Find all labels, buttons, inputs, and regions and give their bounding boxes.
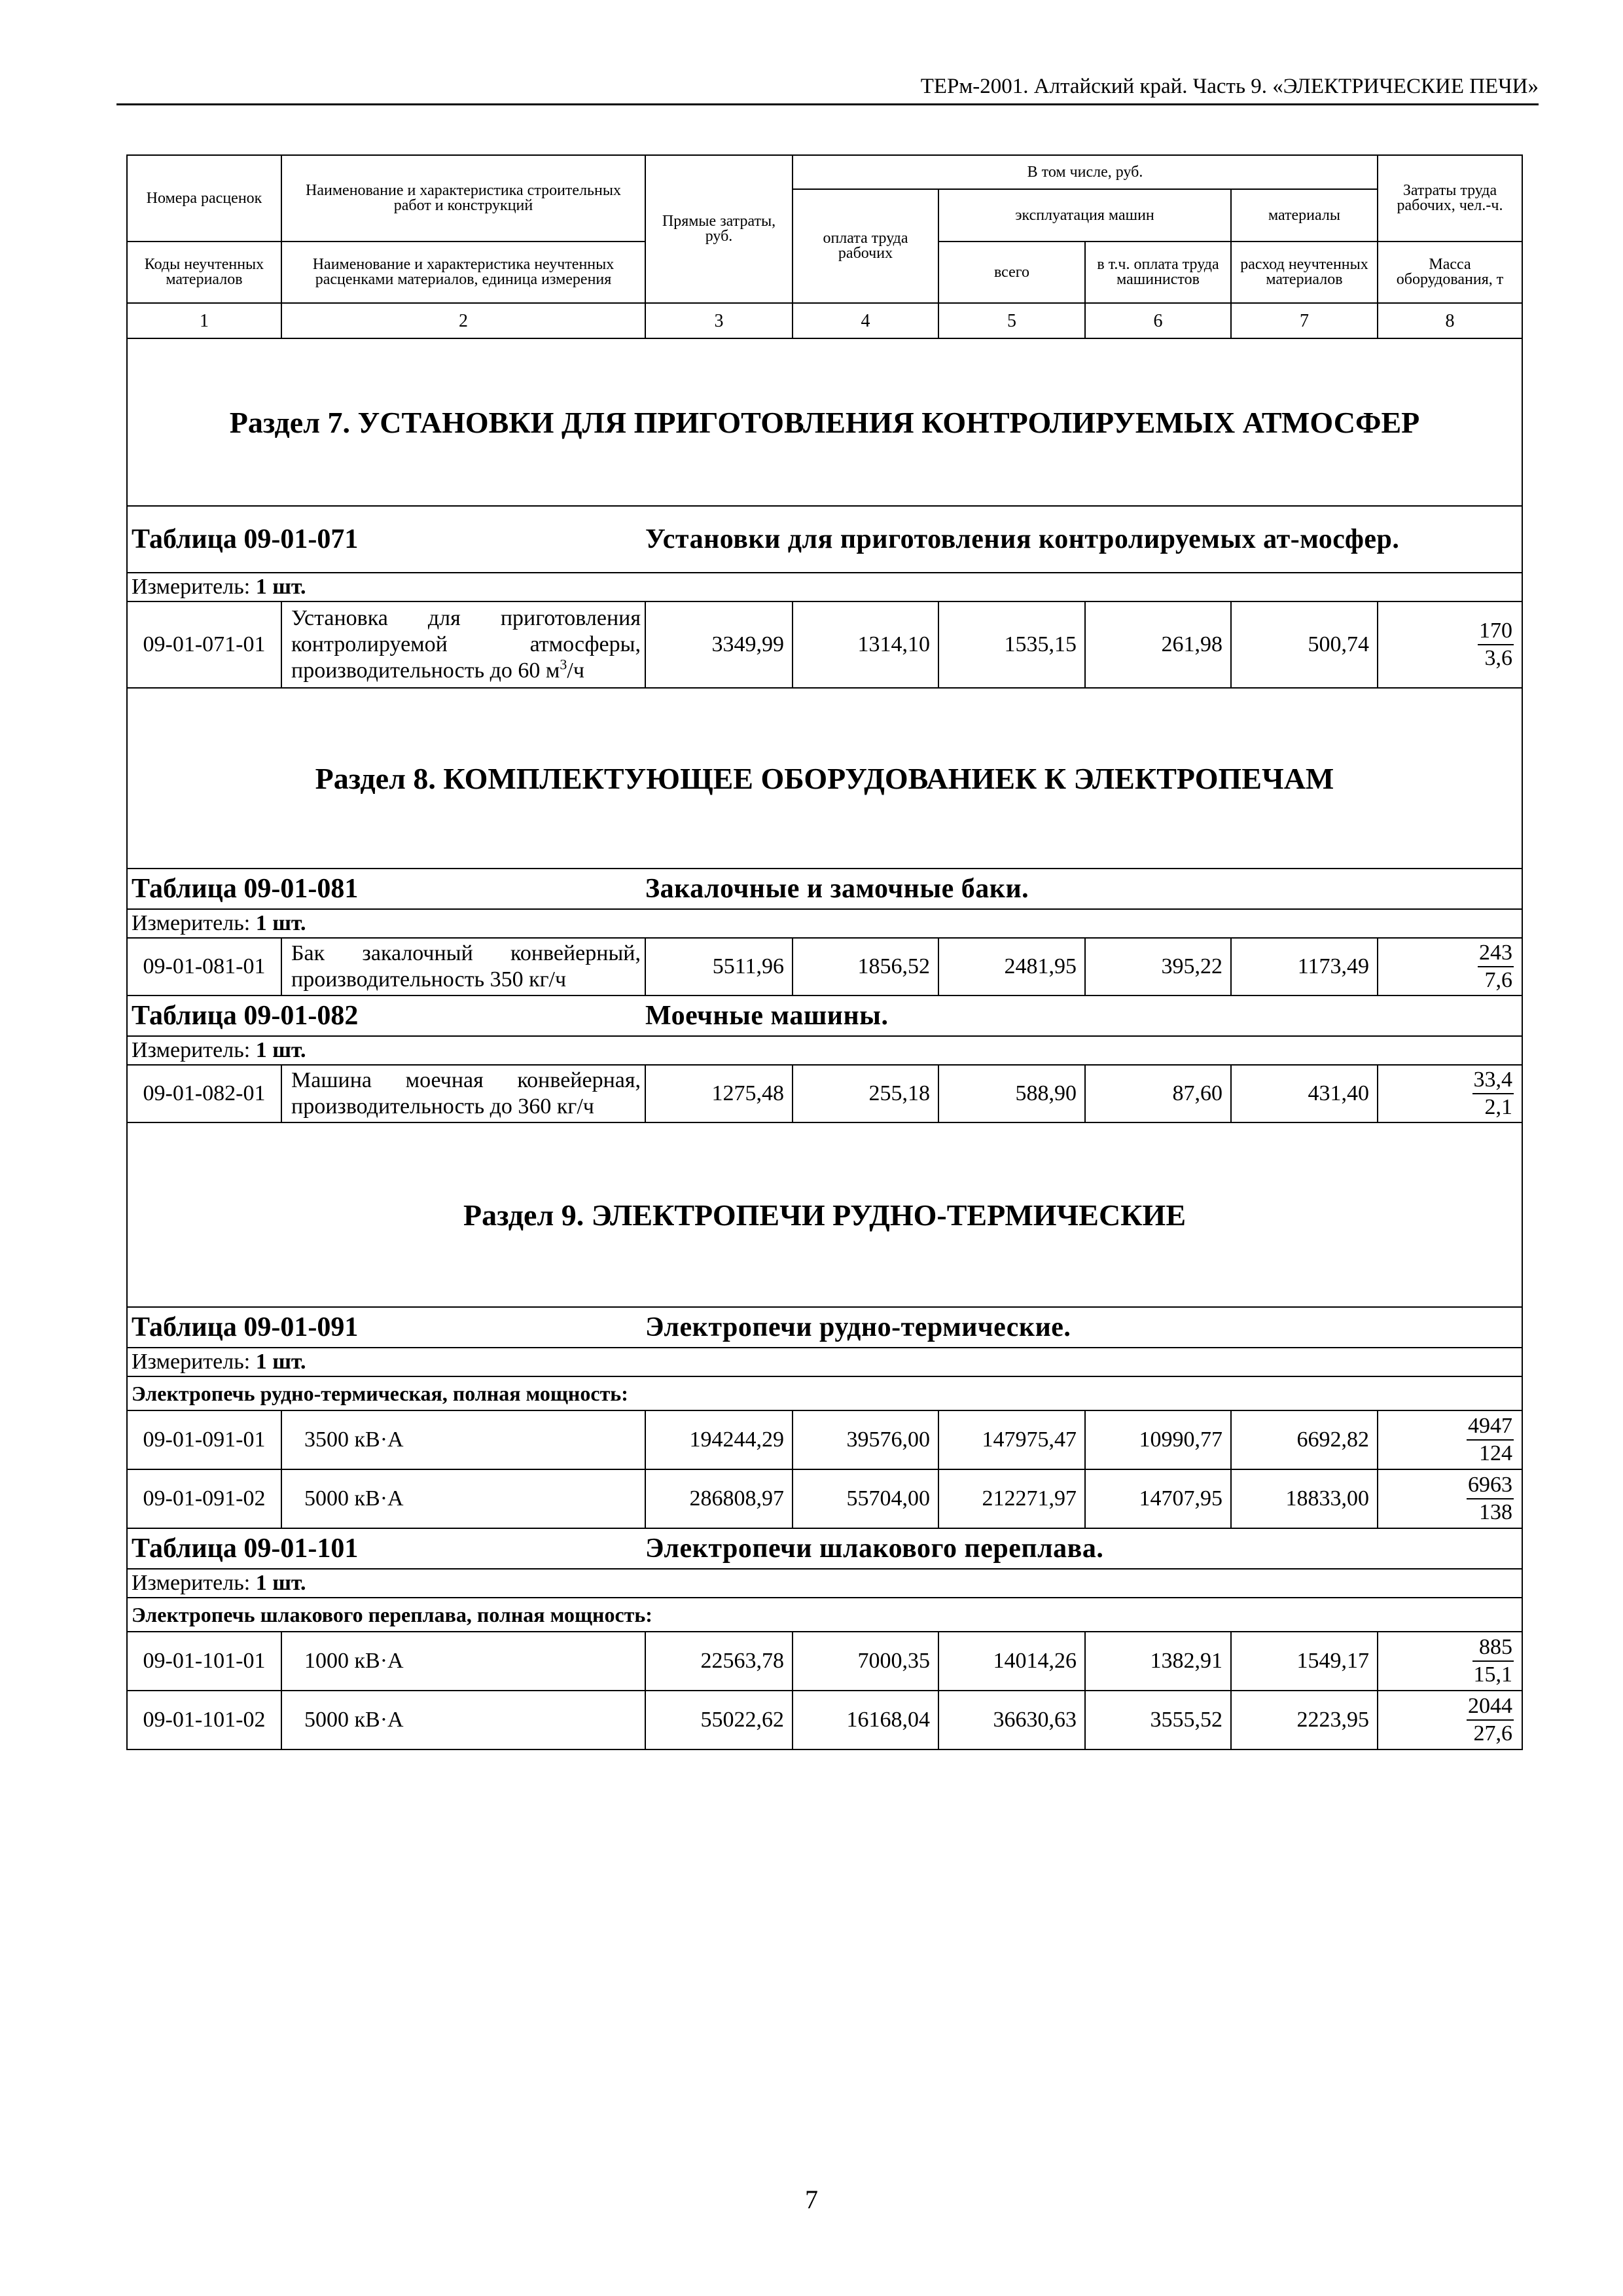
table-number: Таблица 09-01-091 [132,1312,359,1342]
direct-costs: 55022,62 [645,1691,793,1749]
page-number: 7 [805,2185,818,2214]
rate-code: 09-01-082-01 [127,1065,281,1122]
materials: 1549,17 [1231,1632,1378,1691]
direct-costs: 194244,29 [645,1410,793,1469]
direct-costs: 3349,99 [645,601,793,688]
machine-ops: 588,90 [938,1065,1085,1122]
rate-description: Машина моечная конвейерная, производительность до 360 кг/ч [281,1065,645,1122]
rate-description: 5000 кВ·А [281,1469,645,1528]
unit-value: 1 шт. [255,1038,306,1062]
materials: 1173,49 [1231,938,1378,996]
col-header-machine-ops: эксплуатация машин [938,189,1231,242]
section-title: Раздел 7. УСТАНОВКИ ДЛЯ ПРИГОТОВЛЕНИЯ КОНТРОЛИРУЕМЫХ АТМОСФЕР [127,338,1522,506]
labor-hours-mass [1378,1469,1522,1528]
table-title-row [127,996,1522,1036]
col-header-unaccounted-materials: расход неучтенных материалов [1231,242,1378,303]
rate-desc-sup: 3 [560,656,567,673]
labor-hours-mass [1378,1065,1522,1122]
table-title-row [127,1307,1522,1348]
labor-hours-mass [1378,1632,1522,1691]
rate-code: 09-01-091-01 [127,1410,281,1469]
sub-caption-row [127,1376,1522,1410]
direct-costs: 286808,97 [645,1469,793,1528]
unit-row [127,1348,1522,1376]
col-number: 1 [127,303,281,338]
materials: 18833,00 [1231,1469,1378,1528]
machinist-pay: 1382,91 [1085,1632,1231,1691]
table-title: Закалочные и замочные баки. [645,874,1029,904]
unit-label: Измеритель: [132,575,251,599]
unit-label: Измеритель: [132,1038,251,1062]
labor-hours-mass [1378,1410,1522,1469]
rate-code: 09-01-091-02 [127,1469,281,1528]
labor-pay: 16168,04 [793,1691,938,1749]
col-header-labor-pay: оплата труда рабочих [793,189,938,303]
rate-code: 09-01-071-01 [127,601,281,688]
running-header: ТЕРм-2001. Алтайский край. Часть 9. «ЭЛЕКТРИЧЕСКИЕ ПЕЧИ» [116,73,1539,105]
col-header-rate-numbers: Номера расценок [127,155,281,242]
table-number: Таблица 09-01-071 [132,524,359,554]
unit-label: Измеритель: [132,1350,251,1374]
sub-caption: Электропечь шлакового переплава, полная мощность: [127,1598,1522,1632]
labor-pay: 1856,52 [793,938,938,996]
col-header-machine-total: всего [938,242,1085,303]
table-number: Таблица 09-01-081 [132,874,359,904]
rate-code: 09-01-101-01 [127,1632,281,1691]
table-title: Электропечи рудно-термические. [645,1312,1071,1342]
unit-row [127,909,1522,938]
equipment-mass: 138 [1479,1500,1512,1524]
rate-desc-text: Установка для приготовления контролируемой атмосферы, производительность до 60 м [291,606,641,683]
col-number: 2 [281,303,645,338]
machine-ops: 14014,26 [938,1632,1085,1691]
table-title: Установки для приготовления контролируемых ат-мосфер. [645,524,1400,554]
sub-caption-row [127,1598,1522,1632]
col-header-direct-costs: Прямые затраты, руб. [645,155,793,303]
section-title: Раздел 8. КОМПЛЕКТУЮЩЕЕ ОБОРУДОВАНИЕК К ЭЛЕКТРОПЕЧАМ [127,688,1522,869]
equipment-mass: 3,6 [1484,646,1512,670]
col-header-group: В том числе, руб. [793,155,1378,189]
rate-code: 09-01-101-02 [127,1691,281,1749]
equipment-mass: 124 [1479,1441,1512,1465]
col-number: 5 [938,303,1085,338]
table-number: Таблица 09-01-101 [132,1534,359,1564]
rate-description: 5000 кВ·А [281,1691,645,1749]
col-number: 7 [1231,303,1378,338]
machinist-pay: 3555,52 [1085,1691,1231,1749]
rate-description [281,601,645,688]
section-8-row [127,688,1522,869]
col-header-equipment-mass: Масса оборудования, т [1378,242,1522,303]
direct-costs: 5511,96 [645,938,793,996]
machine-ops: 2481,95 [938,938,1085,996]
section-9-row [127,1122,1522,1307]
column-number-row [127,303,1522,338]
machinist-pay: 10990,77 [1085,1410,1231,1469]
table-title-row [127,506,1522,573]
table-title: Электропечи шлакового переплава. [645,1534,1104,1564]
col-number: 4 [793,303,938,338]
equipment-mass: 7,6 [1484,968,1512,992]
section-7-row [127,338,1522,506]
labor-pay: 7000,35 [793,1632,938,1691]
direct-costs: 1275,48 [645,1065,793,1122]
materials: 500,74 [1231,601,1378,688]
col-header-materials: материалы [1231,189,1378,242]
rate-description: 3500 кВ·А [281,1410,645,1469]
col-header-machinist-pay: в т.ч. оплата труда машинистов [1085,242,1231,303]
table-row [127,938,1522,996]
machine-ops: 212271,97 [938,1469,1085,1528]
rate-desc-tail: /ч [567,658,584,683]
rate-description: Бак закалочный конвейерный, производительность 350 кг/ч [281,938,645,996]
labor-pay: 39576,00 [793,1410,938,1469]
col-header-work-name: Наименование и характеристика строительных работ и конструкций [281,155,645,242]
rates-table [126,154,1523,1750]
labor-pay: 1314,10 [793,601,938,688]
labor-hours: 170 [1478,618,1514,645]
labor-hours-mass [1378,601,1522,688]
unit-row [127,1569,1522,1598]
table-number: Таблица 09-01-082 [132,1001,359,1031]
equipment-mass: 27,6 [1473,1721,1512,1746]
labor-hours: 4947 [1467,1413,1514,1441]
table-row [127,601,1522,688]
equipment-mass: 2,1 [1484,1095,1512,1119]
col-number: 8 [1378,303,1522,338]
rate-description: 1000 кВ·А [281,1632,645,1691]
table-row [127,1469,1522,1528]
table-row [127,1410,1522,1469]
machinist-pay: 14707,95 [1085,1469,1231,1528]
machinist-pay: 87,60 [1085,1065,1231,1122]
unit-value: 1 шт. [255,575,306,599]
labor-hours: 243 [1478,940,1514,967]
table-row [127,1065,1522,1122]
materials: 2223,95 [1231,1691,1378,1749]
equipment-mass: 15,1 [1473,1662,1512,1687]
machinist-pay: 395,22 [1085,938,1231,996]
unit-value: 1 шт. [255,911,306,935]
machine-ops: 36630,63 [938,1691,1085,1749]
header-row-1 [127,155,1522,189]
unit-row [127,573,1522,601]
unit-row [127,1036,1522,1065]
machine-ops: 147975,47 [938,1410,1085,1469]
labor-hours: 885 [1472,1634,1514,1662]
unit-value: 1 шт. [255,1571,306,1595]
unit-label: Измеритель: [132,911,251,935]
sub-caption: Электропечь рудно-термическая, полная мощность: [127,1376,1522,1410]
col-header-labor-hours: Затраты труда рабочих, чел.-ч. [1378,155,1522,242]
labor-hours: 33,4 [1472,1067,1514,1094]
materials: 6692,82 [1231,1410,1378,1469]
unit-label: Измеритель: [132,1571,251,1595]
labor-hours-mass [1378,938,1522,996]
machine-ops: 1535,15 [938,601,1085,688]
unit-value: 1 шт. [255,1350,306,1374]
table-row [127,1691,1522,1749]
labor-hours: 6963 [1467,1472,1514,1499]
labor-pay: 255,18 [793,1065,938,1122]
machinist-pay: 261,98 [1085,601,1231,688]
labor-hours: 2044 [1467,1693,1514,1721]
table-title: Моечные машины. [645,1001,889,1031]
labor-pay: 55704,00 [793,1469,938,1528]
col-number: 3 [645,303,793,338]
table-title-row [127,1528,1522,1569]
col-header-material-codes: Коды неучтенных материалов [127,242,281,303]
table-row [127,1632,1522,1691]
col-number: 6 [1085,303,1231,338]
materials: 431,40 [1231,1065,1378,1122]
section-title: Раздел 9. ЭЛЕКТРОПЕЧИ РУДНО-ТЕРМИЧЕСКИЕ [127,1122,1522,1307]
direct-costs: 22563,78 [645,1632,793,1691]
col-header-material-names: Наименование и характеристика неучтенных расценками материалов, единица измерения [281,242,645,303]
table-title-row [127,869,1522,909]
rate-code: 09-01-081-01 [127,938,281,996]
labor-hours-mass [1378,1691,1522,1749]
